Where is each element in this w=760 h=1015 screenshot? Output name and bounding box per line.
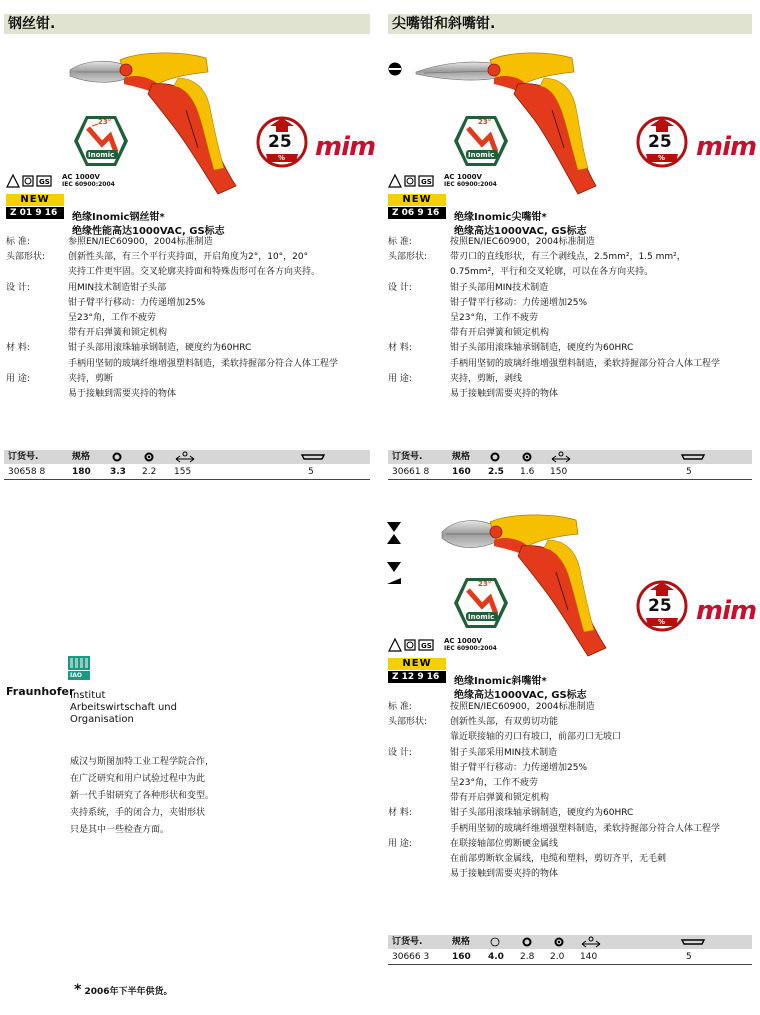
product-code: Z 01 9 16: [6, 207, 64, 219]
size-header: 规格: [452, 937, 471, 947]
spec-label: [388, 867, 450, 882]
value-3: 140: [580, 952, 598, 962]
inomic-badge-angle: 23°: [478, 118, 492, 126]
spec-value: 易于接触到需要夹持的物体: [68, 389, 177, 400]
svg-text:GS: GS: [39, 178, 50, 186]
force-25-value: 25: [648, 132, 672, 152]
product-title: 绝缘Inomic钢丝钳*: [72, 212, 165, 223]
spec-value: 钳子臂平行移动：力传递增加25%: [450, 297, 588, 308]
spec-label: [6, 296, 68, 311]
product-specs: [388, 700, 754, 882]
spec-value: 在前部剪断软金属线，电缆和塑料，剪切齐平，无毛刺: [450, 854, 667, 865]
order-row: [388, 950, 752, 965]
spec-value: 钳子头部用滚珠轴承钢制造，硬度约为60HRC: [450, 808, 634, 819]
mim-logo: mim: [315, 132, 376, 162]
spec-value: 带刃口的直线形状，有三个剥线点，2.5mm²，1.5 mm²，: [450, 252, 686, 263]
spec-label: 头部形状:: [388, 252, 428, 263]
description-line: 新一代手钳研究了各种形状和变型。: [70, 791, 215, 801]
inomic-badge-angle: 23°: [98, 118, 112, 126]
spec-value: 钳子头部用滚珠轴承钢制造，硬度约为60HRC: [450, 343, 634, 354]
spec-value: 创新性头部，有双剪切功能: [450, 717, 559, 728]
spec-value: 带有开启弹簧和锁定机构: [68, 328, 168, 339]
spec-label: 用 途:: [388, 373, 412, 384]
footnote-star: *: [74, 982, 82, 998]
order-number-header: 订货号.: [392, 452, 423, 462]
spec-label: [6, 311, 68, 326]
spec-value: 易于接触到需要夹持的物体: [450, 389, 559, 400]
spec-label: [388, 852, 450, 867]
order-table-header: [388, 450, 752, 464]
new-badge: NEW: [388, 194, 446, 206]
value-1: 2.8: [520, 952, 535, 962]
spec-value: 带有开启弹簧和锁定机构: [450, 793, 550, 804]
certification-icons: [388, 638, 440, 652]
spec-value: 钳子臂平行移动：力传递增加25%: [68, 297, 206, 308]
footnote-text: 2006年下半年供货。: [84, 987, 173, 997]
voltage-rating: [444, 174, 497, 188]
inomic-badge-label: Inomic: [468, 151, 495, 159]
spec-value: 夹持工件更牢固。交叉轮廓夹持面和特殊齿形可在各方向夹持。: [68, 267, 321, 278]
spec-label: [6, 326, 68, 341]
spec-value: 在联接轴部位剪断硬金属线: [450, 838, 559, 849]
mim-logo: mim: [696, 596, 757, 626]
spec-value: 按照EN/IEC60900，2004标准制造: [450, 237, 595, 247]
section-title-nose-pliers: 尖嘴钳和斜嘴钳.: [388, 14, 752, 34]
spec-value: 夹持，剪断，剥线: [450, 373, 523, 384]
pack-value: 5: [686, 952, 692, 962]
value-1: 3.3: [110, 467, 126, 477]
spec-label: [388, 730, 450, 745]
spec-value: 手柄用坚韧的玻璃纤维增强塑料制造，柔软持握部分符合人体工程学: [68, 358, 339, 369]
spec-label: [388, 296, 450, 311]
certification-icons: [388, 174, 440, 188]
spec-label: [388, 326, 450, 341]
order-table-header: [388, 935, 752, 949]
spec-label: [6, 265, 68, 280]
size-value: 180: [72, 467, 91, 477]
spec-value: 用MIN技术制造钳子头部: [68, 282, 167, 293]
spec-value: 靠近联接轴的刃口有坡口，前部刃口无坡口: [450, 732, 622, 743]
value-2: 1.6: [520, 467, 535, 477]
mim-logo: mim: [696, 132, 757, 162]
spec-value: 创新性头部，有三个平行夹持面，开启角度为2°，10°，20°: [68, 252, 309, 263]
spec-label: 标 准:: [388, 702, 412, 712]
product-specs: [6, 235, 368, 402]
order-number: 30666 3: [392, 952, 430, 962]
voltage-rating-iec: IEC 60900:2004: [62, 181, 115, 188]
value-3: 150: [550, 467, 568, 477]
institute-name: [70, 690, 177, 726]
spec-value: 手柄用坚韧的玻璃纤维增强塑料制造，柔软持握部分符合人体工程学: [450, 823, 721, 834]
spec-value: 0.75mm²，平行和交叉轮廓，可以在各方向夹持。: [450, 267, 654, 278]
spec-value: 易于接触到需要夹持的物体: [450, 869, 559, 880]
product-subtitle: 绝缘高达1000VAC, GS标志: [454, 226, 587, 237]
spec-value: 钳子臂平行移动：力传递增加25%: [450, 762, 588, 773]
description-line: 在广泛研究和用户试验过程中为此: [70, 774, 206, 784]
product-subtitle: 绝缘高达1000VAC, GS标志: [454, 690, 587, 701]
spec-label: 用 途:: [6, 373, 30, 384]
order-row: [388, 465, 752, 480]
order-row: [4, 465, 370, 480]
order-number-header: 订货号.: [8, 452, 39, 462]
spec-value: 钳子头部用MIN技术制造: [450, 282, 549, 293]
voltage-rating-ac: AC 1000V: [444, 637, 482, 645]
spec-label: 标 准:: [6, 237, 30, 247]
voltage-rating-iec: IEC 60900:2004: [444, 181, 497, 188]
spec-value: 呈23°角，工作不疲劳: [68, 313, 156, 324]
spec-value: 夹持，剪断: [68, 373, 114, 384]
spec-value: 呈23°角，工作不疲劳: [450, 778, 538, 789]
force-25-value: 25: [268, 132, 292, 152]
spec-label: [388, 761, 450, 776]
order-table-header: [4, 450, 370, 464]
svg-text:GS: GS: [421, 178, 432, 186]
spec-label: [6, 357, 68, 372]
force-25-sign: %: [658, 618, 666, 626]
spec-label: 设 计:: [388, 747, 412, 758]
iao-label: IAO: [70, 672, 82, 679]
spec-label: [388, 311, 450, 326]
product-specs: [388, 235, 754, 402]
voltage-rating: [444, 638, 497, 652]
product-title: 绝缘Inomic尖嘴钳*: [454, 212, 547, 223]
spec-label: 用 途:: [388, 838, 412, 849]
voltage-rating: [62, 174, 115, 188]
spec-value: 呈23°角，工作不疲劳: [450, 313, 538, 324]
spec-value: 带有开启弹簧和锁定机构: [450, 328, 550, 339]
spec-label: [388, 776, 450, 791]
spec-label: [6, 387, 68, 402]
spec-value: 参照EN/IEC60900，2004标准制造: [68, 237, 213, 247]
fraunhofer-description: [70, 754, 214, 839]
spec-label: [388, 357, 450, 372]
value-2: 2.2: [142, 467, 157, 477]
section-title-pliers: 钢丝钳.: [4, 14, 370, 34]
spec-label: 设 计:: [6, 282, 30, 293]
institute-line: Arbeitswirtschaft und: [70, 702, 177, 713]
voltage-rating-ac: AC 1000V: [444, 173, 482, 181]
force-25-sign: %: [278, 154, 286, 162]
spec-value: 钳子头部采用MIN技术制造: [450, 747, 558, 758]
value-1: 2.5: [488, 467, 504, 477]
spec-label: 材 料:: [6, 343, 30, 354]
new-badge: NEW: [6, 194, 64, 206]
certification-icons: [6, 174, 58, 188]
svg-text:GS: GS: [421, 642, 432, 650]
spec-value: 手柄用坚韧的玻璃纤维增强塑料制造，柔软持握部分符合人体工程学: [450, 358, 721, 369]
product-code: Z 12 9 16: [388, 671, 446, 683]
voltage-rating-ac: AC 1000V: [62, 173, 100, 181]
value-0: 4.0: [488, 952, 504, 962]
institute-line: Institut: [70, 690, 106, 701]
spec-value: 钳子头部用滚珠轴承钢制造，硬度约为60HRC: [68, 343, 252, 354]
force-25-sign: %: [658, 154, 666, 162]
spec-value: 按照EN/IEC60900，2004标准制造: [450, 702, 595, 712]
inomic-badge-label: Inomic: [468, 613, 495, 621]
inomic-badge-angle: 23°: [478, 580, 492, 588]
description-line: 只是其中一些检查方面。: [70, 825, 170, 835]
nose-pliers-side-icon: [388, 62, 402, 76]
spec-label: [388, 791, 450, 806]
size-value: 160: [452, 467, 471, 477]
description-line: 威汉与斯图加特工业工程学院合作，: [70, 757, 215, 767]
spec-label: 材 料:: [388, 808, 412, 819]
footnote: [74, 982, 173, 998]
pack-value: 5: [686, 467, 692, 477]
product-subtitle: 绝缘性能高达1000VAC, GS标志: [72, 226, 225, 237]
order-number-header: 订货号.: [392, 937, 423, 947]
order-number: 30661 8: [392, 467, 430, 477]
spec-label: [388, 265, 450, 280]
institute-line: Organisation: [70, 714, 134, 725]
spec-label: [388, 387, 450, 402]
spec-label: 头部形状:: [388, 717, 428, 728]
cutter-side-icon: [386, 520, 402, 586]
fraunhofer-name: Fraunhofer: [6, 685, 75, 698]
force-25-value: 25: [648, 596, 672, 616]
order-number: 30658 8: [8, 467, 46, 477]
description-line: 夹持系统，手的闭合力，夹钳形状: [70, 808, 206, 818]
size-header: 规格: [452, 452, 471, 462]
spec-label: 设 计:: [388, 282, 412, 293]
pack-value: 5: [308, 467, 314, 477]
inomic-badge-label: Inomic: [88, 151, 115, 159]
new-badge: NEW: [388, 658, 446, 670]
size-value: 160: [452, 952, 471, 962]
value-2: 2.0: [550, 952, 565, 962]
spec-label: 标 准:: [388, 237, 412, 247]
spec-label: 头部形状:: [6, 252, 46, 263]
product-code: Z 06 9 16: [388, 207, 446, 219]
spec-label: 材 料:: [388, 343, 412, 354]
spec-label: [388, 822, 450, 837]
size-header: 规格: [72, 452, 91, 462]
value-3: 155: [174, 467, 192, 477]
product-title: 绝缘Inomic斜嘴钳*: [454, 676, 547, 687]
voltage-rating-iec: IEC 60900:2004: [444, 645, 497, 652]
